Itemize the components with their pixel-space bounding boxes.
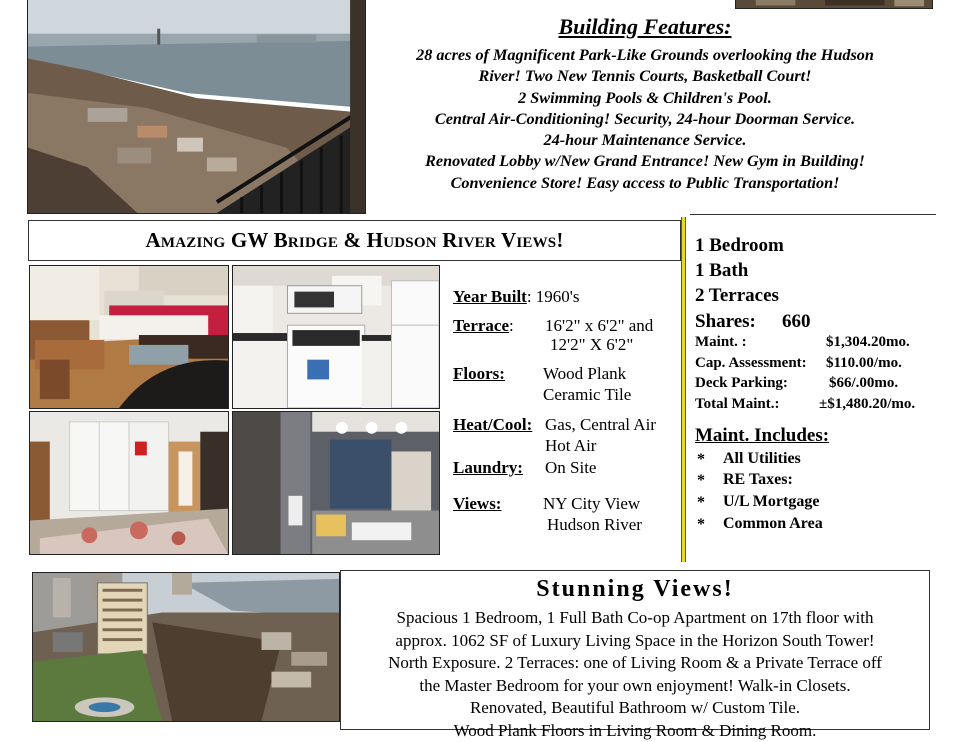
description-line: approx. 1062 SF of Luxury Living Space in the Horizon South Tower!	[340, 630, 930, 653]
laundry-label: Laundry:	[453, 457, 523, 478]
bedroom-photo	[29, 411, 229, 555]
deck-parking-label: Deck Parking:	[695, 375, 788, 392]
stunning-views-title: Stunning Views!	[340, 576, 930, 603]
stunning-views-description	[340, 607, 930, 742]
terrace-row: Terrace:	[453, 315, 514, 336]
shares-value: 660	[782, 311, 811, 333]
floors-value-line1: Wood Plank	[543, 363, 626, 384]
description-line: Renovated, Beautiful Bathroom w/ Custom Tile.	[340, 697, 930, 720]
maint-includes-heading: Maint. Includes:	[695, 425, 829, 447]
includes-item: RE Taxes:	[723, 471, 793, 489]
maint-label: Maint. :	[695, 334, 747, 351]
terraces: 2 Terraces	[695, 285, 779, 307]
bullet: *	[697, 494, 705, 512]
terrace-label: Terrace	[453, 316, 509, 335]
bullet: *	[697, 472, 705, 490]
bullet: *	[697, 516, 705, 534]
baths: 1 Bath	[695, 260, 748, 282]
views-title: Amazing GW Bridge & Hudson River Views!	[28, 228, 681, 253]
top-divider	[690, 214, 936, 215]
includes-item: All Utilities	[723, 450, 801, 468]
views-value-line1: NY City View	[543, 493, 640, 514]
views-value-line2: Hudson River	[547, 514, 642, 535]
bedrooms: 1 Bedroom	[695, 235, 784, 257]
shares-label: Shares:	[695, 311, 756, 333]
year-built-row	[453, 286, 579, 307]
floors-value-line2: Ceramic Tile	[543, 384, 631, 405]
maint-value: $1,304.20mo.	[826, 334, 910, 351]
complex-aerial-photo	[32, 572, 340, 722]
description-line: the Master Bedroom for your own enjoyment! Walk-in Closets.	[340, 675, 930, 698]
description-line: Wood Plank Floors in Living Room & Dining Room.	[340, 720, 930, 742]
heat-cool-value-line2: Hot Air	[545, 435, 596, 456]
bullet: *	[697, 451, 705, 469]
kitchen-photo	[232, 265, 440, 409]
building-features-heading: Building Features:	[370, 14, 920, 40]
living-room-photo	[29, 265, 229, 409]
total-maint-label: Total Maint.:	[695, 396, 779, 413]
hudson-river-view-photo	[27, 0, 366, 214]
total-maint-value: ±$1,480.20/mo.	[819, 396, 915, 413]
exterior-strip-photo	[735, 0, 933, 9]
description-line: Spacious 1 Bedroom, 1 Full Bath Co-op Apartment on 17th floor with	[340, 607, 930, 630]
yellow-divider	[681, 217, 686, 562]
feature-line: Central Air-Conditioning! Security, 24-hour Doorman Service.	[365, 109, 925, 130]
bathroom-photo	[232, 411, 440, 555]
building-features-list	[365, 45, 925, 194]
year-built-value: : 1960's	[527, 287, 580, 306]
cap-assessment-value: $110.00/mo.	[826, 355, 902, 372]
views-label: Views:	[453, 493, 501, 514]
feature-line: Renovated Lobby w/New Grand Entrance! New Gym in Building!	[365, 151, 925, 172]
heat-cool-label: Heat/Cool:	[453, 414, 532, 435]
includes-item: Common Area	[723, 515, 823, 533]
terrace-value-line2: 12'2" X 6'2"	[550, 334, 633, 355]
includes-item: U/L Mortgage	[723, 493, 819, 511]
feature-line: 2 Swimming Pools & Children's Pool.	[365, 88, 925, 109]
terrace-value-line1: 16'2" x 6'2" and	[545, 315, 653, 336]
cap-assessment-label: Cap. Assessment:	[695, 355, 807, 372]
feature-line: River! Two New Tennis Courts, Basketball Court!	[365, 66, 925, 87]
feature-line: 24-hour Maintenance Service.	[365, 130, 925, 151]
laundry-value: On Site	[545, 457, 596, 478]
deck-parking-value: $66/.00mo.	[829, 375, 898, 392]
feature-line: Convenience Store! Easy access to Public Transportation!	[365, 173, 925, 194]
description-line: North Exposure. 2 Terraces: one of Living Room & a Private Terrace off	[340, 652, 930, 675]
floors-label: Floors:	[453, 363, 505, 384]
heat-cool-value-line1: Gas, Central Air	[545, 414, 656, 435]
feature-line: 28 acres of Magnificent Park-Like Grounds overlooking the Hudson	[365, 45, 925, 66]
year-built-label: Year Built	[453, 287, 527, 306]
